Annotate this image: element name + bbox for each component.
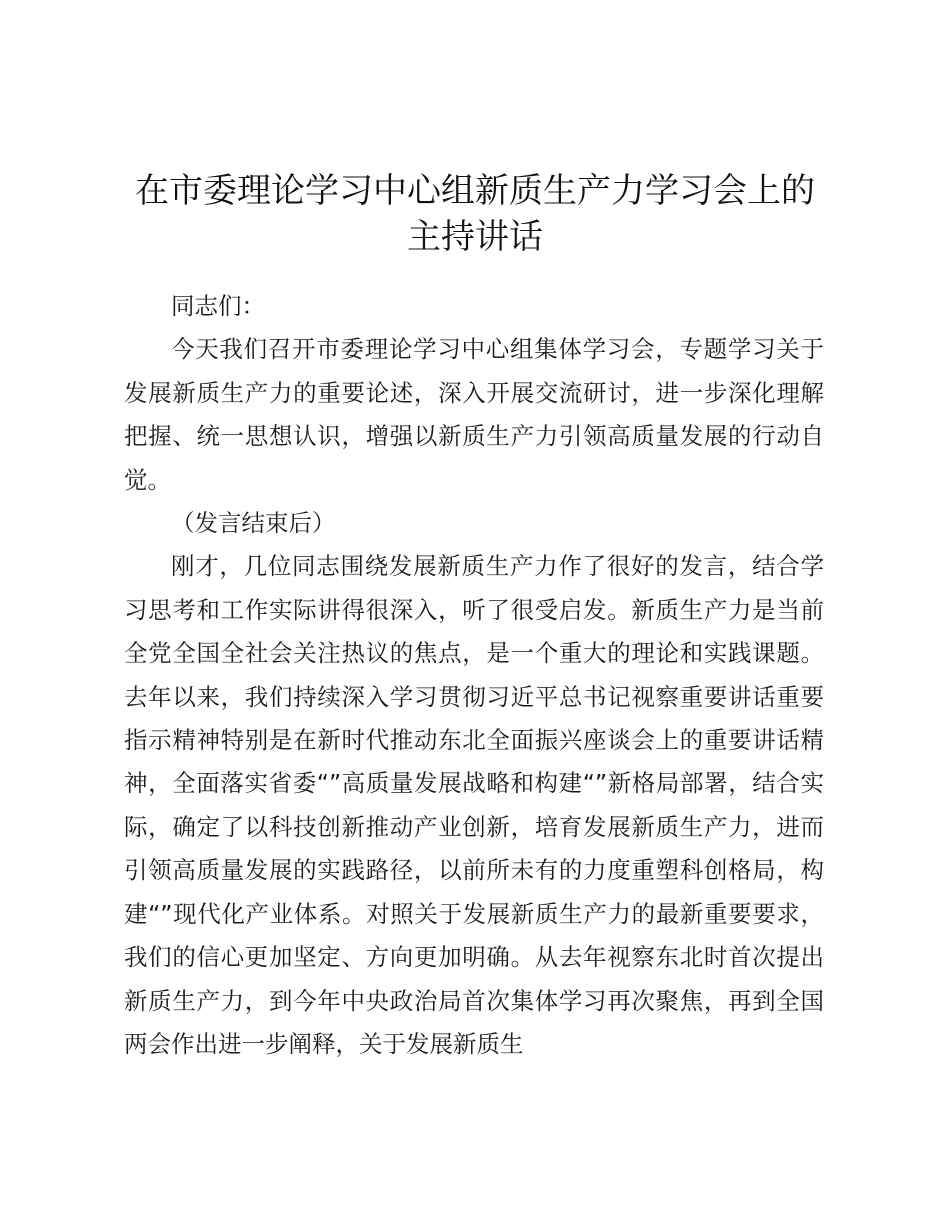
salutation: 同志们： xyxy=(171,292,265,320)
document-body xyxy=(124,285,824,1066)
title-line-2: 主持讲话 xyxy=(407,217,543,257)
document-title xyxy=(100,168,850,260)
paragraph-main: 刚才，几位同志围绕发展新质生产力作了很好的发言，结合学习思考和工作实际讲得很深入，听了很受启发。新质生产力是当前全党全国全社会关注热议的焦点，是一个重大的理论和实践课题。去年以来，我们持续深入学习贯彻习近平总书记视察重要讲话重要指示精神特别是在新时代推动东北全面振兴座谈会上的重要讲话精神，全面落实省委“”高质量发展战略和构建“”新格局部署，结合实际，确定了以科技创新推动产业创新，培育发展新质生产力，进而引领高质量发展的实践路径，以前所未有的力度重塑科创格局，构建“”现代化产业体系。对照关于发展新质生产力的最新重要要求，我们的信心更加坚定、方向更加明确。从去年视察东北时首次提出新质生产力，到今年中央政治局首次集体学习再次聚焦，再到全国两会作出进一步阐释，关于发展新质生 xyxy=(124,552,824,1058)
title-line-1: 在市委理论学习中心组新质生产力学习会上的 xyxy=(135,171,815,211)
paragraph-opening: 今天我们召开市委理论学习中心组集体学习会，专题学习关于发展新质生产力的重要论述，深入开展交流研讨，进一步深化理解把握、统一思想认识，增强以新质生产力引领高质量发展的行动自觉。 xyxy=(124,335,824,494)
stage-note: （发言结束后） xyxy=(171,509,336,538)
